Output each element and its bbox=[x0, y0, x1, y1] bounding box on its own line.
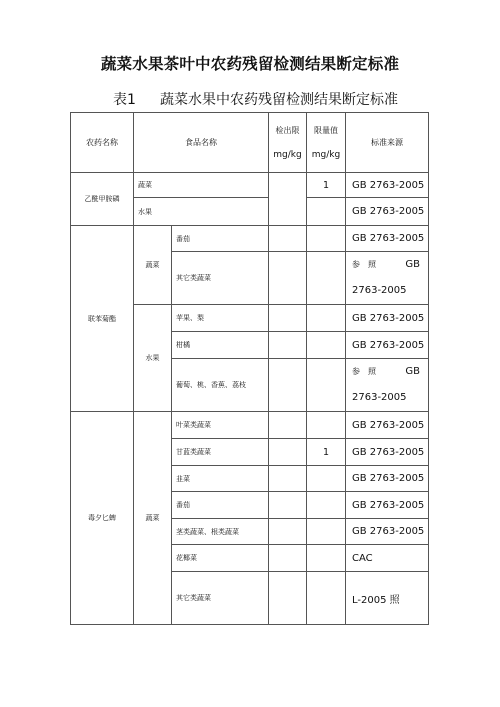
table-row bbox=[71, 226, 429, 252]
food-cell: 苹果、梨 bbox=[172, 305, 269, 332]
food-cell: 韭菜 bbox=[172, 466, 269, 492]
standard-cell: CAC bbox=[346, 545, 429, 572]
detection-limit-cell bbox=[269, 545, 307, 572]
standard-cell: GB 2763-2005 bbox=[346, 466, 429, 492]
limit-value-cell bbox=[307, 359, 346, 412]
standard-cell: GB 2763-2005 bbox=[346, 305, 429, 332]
header-detection-limit-label: 检出限 bbox=[275, 126, 300, 135]
detection-limit-cell bbox=[269, 252, 307, 305]
food-cell: 番茄 bbox=[172, 492, 269, 519]
limit-value-cell bbox=[307, 492, 346, 519]
standard-ref-right: GB bbox=[405, 259, 420, 270]
limit-value-cell bbox=[307, 332, 346, 359]
standard-cell: GB 2763-2005 bbox=[346, 412, 429, 439]
table-row bbox=[71, 173, 429, 198]
detection-limit-cell bbox=[269, 492, 307, 519]
limit-value-cell bbox=[307, 305, 346, 332]
category-cell: 水果 bbox=[134, 305, 172, 412]
standard-cell: GB 2763-2005 bbox=[346, 226, 429, 252]
food-cell: 葡萄、桃、香蕉、荔枝 bbox=[172, 359, 269, 412]
detection-limit-cell bbox=[269, 173, 307, 226]
header-food: 食品名称 bbox=[134, 113, 269, 173]
limit-value-cell bbox=[307, 198, 346, 226]
food-cell: 花椰菜 bbox=[172, 545, 269, 572]
detection-limit-cell bbox=[269, 519, 307, 545]
category-cell: 蔬菜 bbox=[134, 226, 172, 305]
limit-value-cell: 1 bbox=[307, 439, 346, 466]
limit-value-cell bbox=[307, 519, 346, 545]
food-cell: 其它类蔬菜 bbox=[172, 572, 269, 625]
food-cell: 叶菜类蔬菜 bbox=[172, 412, 269, 439]
limit-value-cell bbox=[307, 545, 346, 572]
header-detection-limit-unit: mg/kg bbox=[273, 150, 302, 160]
standard-cell: GB 2763-2005 bbox=[346, 492, 429, 519]
standard-cell: GB 2763-2005 bbox=[346, 332, 429, 359]
food-cell: 柑橘 bbox=[172, 332, 269, 359]
standard-ref-line2: 2763-2005 bbox=[352, 392, 407, 403]
header-pesticide: 农药名称 bbox=[71, 113, 134, 173]
standard-ref-line2: 2763-2005 bbox=[352, 285, 407, 296]
detection-limit-cell bbox=[269, 466, 307, 492]
pesticide-cell: 毒夕匕蜱 bbox=[71, 412, 134, 625]
standard-cell: GB 2763-2005 bbox=[346, 439, 429, 466]
standard-ref-prefix: 参 照 bbox=[352, 367, 376, 376]
standard-cell: GB 2763-2005 bbox=[346, 173, 429, 198]
standard-ref-prefix: 参 照 bbox=[352, 260, 376, 269]
pesticide-standards-table bbox=[70, 112, 429, 625]
category-cell: 蔬菜 bbox=[134, 412, 172, 625]
food-cell: 其它类蔬菜 bbox=[172, 252, 269, 305]
food-cell: 番茄 bbox=[172, 226, 269, 252]
header-limit-value-label: 限量值 bbox=[314, 126, 338, 135]
detection-limit-cell bbox=[269, 305, 307, 332]
limit-value-cell bbox=[307, 466, 346, 492]
standard-cell: GB 2763-2005 bbox=[346, 198, 429, 226]
table-number: 表1 bbox=[113, 92, 136, 108]
pesticide-cell: 乙酰甲胺磷 bbox=[71, 173, 134, 226]
header-limit-value bbox=[307, 113, 346, 173]
detection-limit-cell bbox=[269, 439, 307, 466]
header-detection-limit bbox=[269, 113, 307, 173]
standard-ref-right: GB bbox=[405, 366, 420, 377]
detection-limit-cell bbox=[269, 412, 307, 439]
detection-limit-cell bbox=[269, 226, 307, 252]
standard-cell: L-2005 照 bbox=[346, 572, 429, 625]
food-cell: 甘蓝类蔬菜 bbox=[172, 439, 269, 466]
detection-limit-cell bbox=[269, 572, 307, 625]
limit-value-cell bbox=[307, 412, 346, 439]
limit-value-cell bbox=[307, 572, 346, 625]
table-title: 蔬菜水果中农药残留检测结果断定标准 bbox=[160, 92, 398, 108]
food-cell: 蔬菜 bbox=[134, 173, 269, 198]
pesticide-cell: 联苯菊酯 bbox=[71, 226, 134, 412]
standard-ref-line bbox=[352, 252, 424, 278]
standard-cell bbox=[346, 359, 429, 412]
limit-value-cell: 1 bbox=[307, 173, 346, 198]
limit-value-cell bbox=[307, 252, 346, 305]
header-limit-value-unit: mg/kg bbox=[311, 150, 341, 160]
food-cell: 茎类蔬菜、根类蔬菜 bbox=[172, 519, 269, 545]
detection-limit-cell bbox=[269, 332, 307, 359]
standard-cell bbox=[346, 252, 429, 305]
table-header-row bbox=[71, 113, 429, 173]
standard-ref-line bbox=[352, 359, 424, 385]
detection-limit-cell bbox=[269, 359, 307, 412]
document-title: 蔬菜水果茶叶中农药残留检测结果断定标准 bbox=[100, 55, 400, 73]
standard-cell: GB 2763-2005 bbox=[346, 519, 429, 545]
table-row bbox=[71, 412, 429, 439]
limit-value-cell bbox=[307, 226, 346, 252]
header-standard: 标准来源 bbox=[346, 113, 429, 173]
food-cell: 水果 bbox=[134, 198, 269, 226]
